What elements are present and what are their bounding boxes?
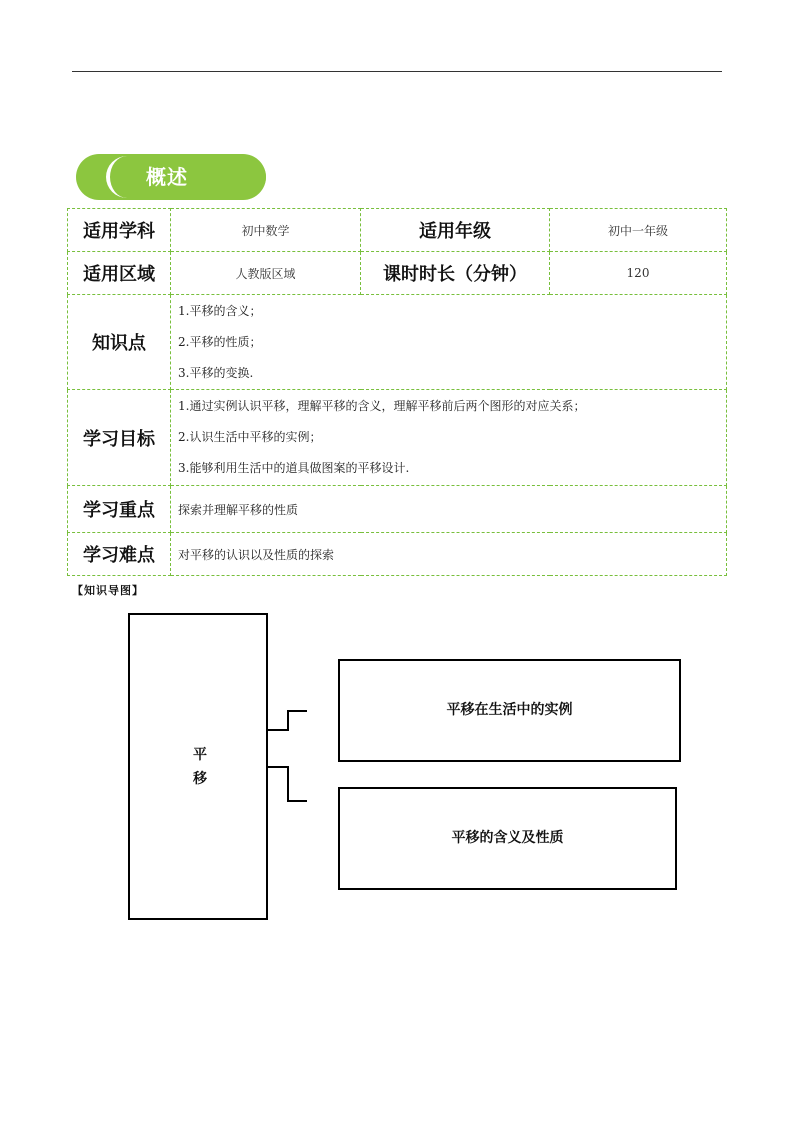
header-rule (72, 71, 722, 72)
subject-value: 初中数学 (171, 209, 361, 252)
section-title: 概述 (146, 165, 188, 189)
goal-item: 1.通过实例认识平移，理解平移的含义，理解平移前后两个图形的对应关系； (178, 399, 586, 413)
knowledge-label: 知识点 (68, 295, 171, 390)
knowledge-list (171, 295, 727, 390)
goal-item: 2.认识生活中平移的实例； (178, 430, 322, 444)
map-root-node (128, 613, 268, 920)
section-heading-overview (76, 154, 268, 200)
table-row (68, 533, 727, 576)
map-child-node: 平移在生活中的实例 (338, 659, 681, 762)
knowledge-item: 3.平移的变换. (178, 365, 254, 380)
difficulty-label: 学习难点 (68, 533, 171, 576)
goal-item: 3.能够利用生活中的道具做图案的平移设计. (178, 461, 410, 475)
root-char: 移 (193, 771, 207, 787)
table-row (68, 252, 727, 295)
duration-label: 课时时长（分钟） (361, 252, 550, 295)
subject-label: 适用学科 (68, 209, 171, 252)
duration-value: 120 (550, 252, 727, 295)
region-label: 适用区域 (68, 252, 171, 295)
connector-lower (268, 767, 307, 801)
grade-value: 初中一年级 (550, 209, 727, 252)
knowledge-item: 2.平移的性质； (178, 334, 262, 349)
goals-label: 学习目标 (68, 390, 171, 486)
grade-label: 适用年级 (361, 209, 550, 252)
map-child-node: 平移的含义及性质 (338, 787, 677, 890)
root-char: 平 (193, 747, 207, 763)
connector-upper (268, 711, 307, 730)
knowledge-item: 1.平移的含义； (178, 303, 262, 318)
overview-table (67, 208, 727, 576)
table-row (68, 295, 727, 390)
table-row (68, 209, 727, 252)
region-value: 人教版区域 (171, 252, 361, 295)
table-row (68, 390, 727, 486)
key-point-label: 学习重点 (68, 486, 171, 533)
key-point-value: 探索并理解平移的性质 (171, 486, 727, 533)
table-row (68, 486, 727, 533)
root-node-label (190, 743, 210, 791)
goals-list (171, 390, 727, 486)
difficulty-value: 对平移的认识以及性质的探索 (171, 533, 727, 576)
knowledge-map-caption: 【知识导图】 (72, 584, 144, 597)
